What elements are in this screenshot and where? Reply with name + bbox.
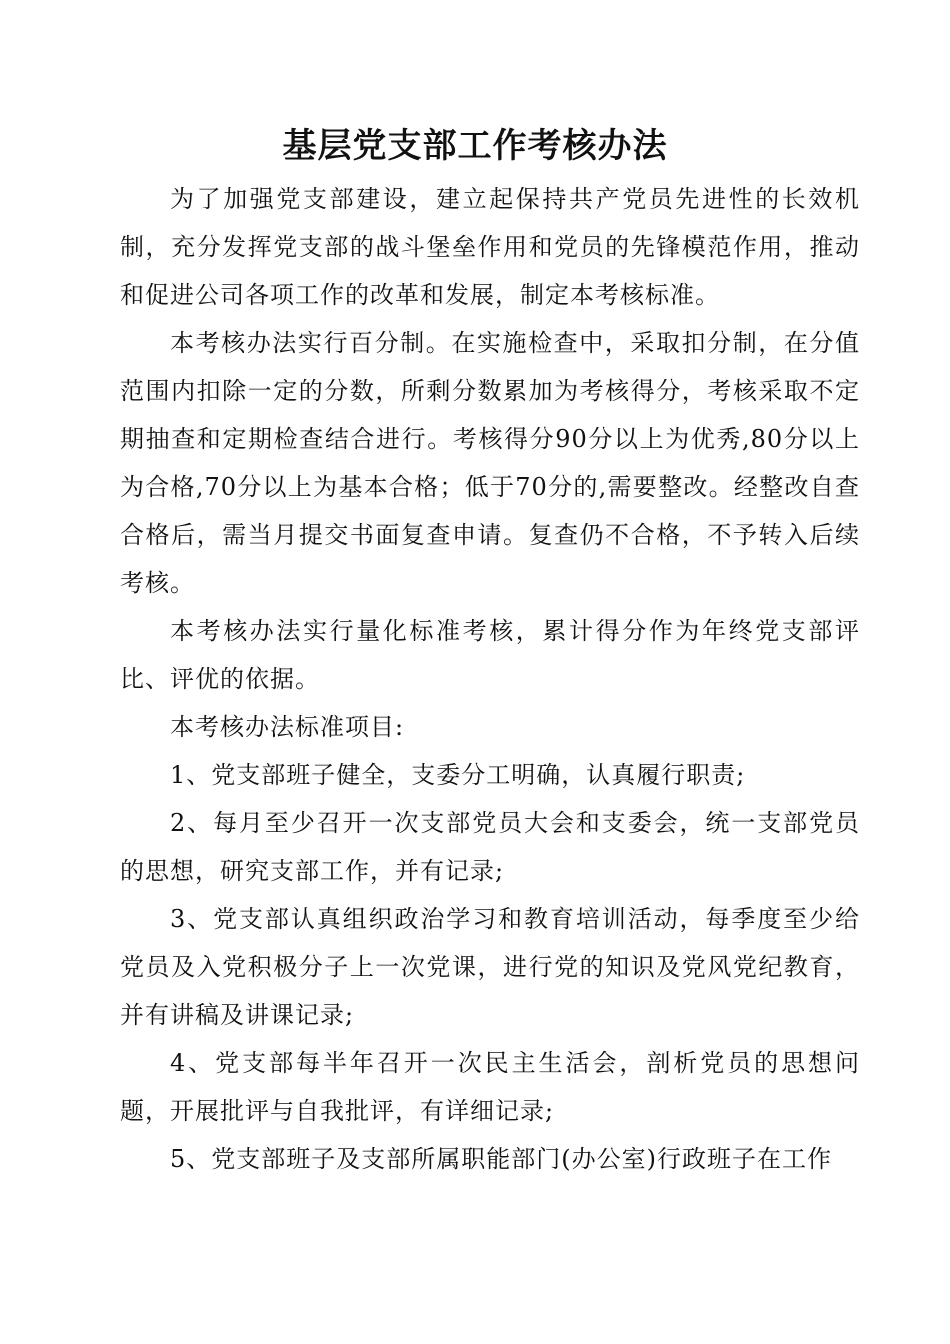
document-body <box>120 175 860 1183</box>
list-item: 3、党支部认真组织政治学习和教育培训活动，每季度至少给党员及入党积极分子上一次党课，进行党的知识及党风党纪教育，并有讲稿及讲课记录; <box>120 905 860 1029</box>
document-title: 基层党支部工作考核办法 <box>282 126 668 166</box>
list-item: 5、党支部班子及支部所属职能部门(办公室)行政班子在工作 <box>170 1145 832 1173</box>
paragraph-standard-items-heading: 本考核办法标准项目: <box>170 713 405 741</box>
list-item: 4、党支部每半年召开一次民主生活会，剖析党员的思想问题，开展批评与自我批评，有详细记录; <box>120 1049 860 1125</box>
list-item: 2、每月至少召开一次支部党员大会和支委会，统一支部党员的思想，研究支部工作，并有记录; <box>120 809 860 885</box>
paragraph-quantified-assessment: 本考核办法实行量化标准考核，累计得分作为年终党支部评比、评优的依据。 <box>120 617 860 693</box>
paragraph-scoring-method: 本考核办法实行百分制。在实施检查中，采取扣分制，在分值范围内扣除一定的分数，所剩分数累加为考核得分，考核采取不定期抽查和定期检查结合进行。考核得分90分以上为优秀,80分以上为合格,70分以上为基本合格；低于70分的,需要整改。经整改自查合格后，需当月提交书面复查申请。复查仍不合格，不予转入后续考核。 <box>120 329 860 597</box>
paragraph-intro: 为了加强党支部建设，建立起保持共产党员先进性的长效机制，充分发挥党支部的战斗堡垒作用和党员的先锋模范作用，推动和促进公司各项工作的改革和发展，制定本考核标准。 <box>120 185 860 309</box>
list-item: 1、党支部班子健全，支委分工明确，认真履行职责; <box>170 761 746 789</box>
